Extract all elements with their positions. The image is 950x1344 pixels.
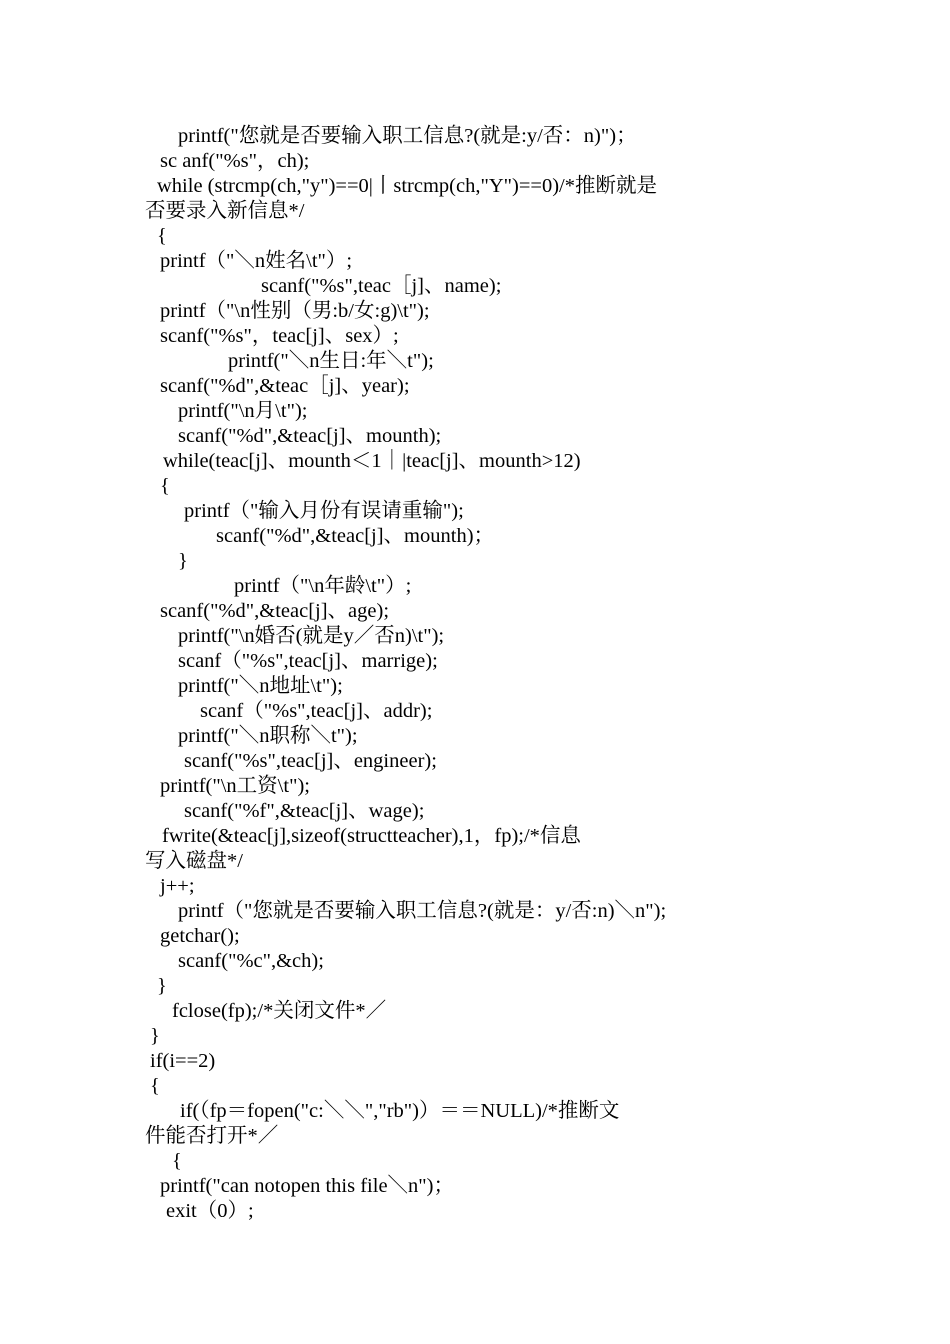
code-line: while(teac[j]、mounth＜1｜|teac[j]、mounth>12): [163, 450, 581, 472]
code-line: printf（"＼n姓名\t"）;: [160, 250, 353, 272]
code-line: {: [150, 1075, 160, 1097]
code-line: printf（"输入月份有误请重输");: [184, 500, 464, 522]
code-line: j++;: [160, 875, 195, 897]
code-line: printf("\n婚否(就是y／否n)\t");: [178, 625, 445, 647]
code-line: scanf("%c",&ch);: [178, 950, 324, 972]
code-line: printf("＼n职称＼t");: [178, 725, 358, 747]
code-line: printf("＼n地址\t");: [178, 675, 343, 697]
code-line: scanf（"%s",teac[j]、addr);: [200, 700, 433, 722]
code-line: fwrite(&teac[j],sizeof(structteacher),1，fp);/*信息: [162, 825, 581, 847]
code-line: if(（fp＝fopen("c:＼＼","rb")）＝＝NULL)/*推断文: [180, 1100, 620, 1122]
code-line: scanf("%s"，teac[j]、sex）;: [160, 325, 399, 347]
code-line: 件能否打开*／: [145, 1125, 279, 1147]
code-line: getchar();: [160, 925, 240, 947]
code-line: while (strcmp(ch,"y")==0|丨strcmp(ch,"Y")==0)/*推断就是: [157, 175, 657, 197]
code-line: exit（0）;: [166, 1200, 254, 1222]
code-line: scanf("%s",teac［j]、name);: [261, 275, 502, 297]
code-line: printf("您就是否要输入职工信息?(就是:y/否：n)")；: [178, 125, 637, 147]
code-line: scanf（"%s",teac[j]、marrige);: [178, 650, 438, 672]
code-line: scanf("%d",&teac[j]、mounth)；: [216, 525, 495, 547]
code-line: printf("\n月\t");: [178, 400, 308, 422]
code-line: 写入磁盘*/: [145, 850, 243, 872]
code-line: {: [157, 225, 167, 247]
code-line: printf("can notopen this file＼n")；: [160, 1175, 454, 1197]
code-line: {: [172, 1150, 182, 1172]
code-line: scanf("%d",&teac［j]、year);: [160, 375, 410, 397]
code-line: scanf("%d",&teac[j]、age);: [160, 600, 390, 622]
code-line: {: [160, 475, 170, 497]
code-line: 否要录入新信息*/: [145, 200, 305, 222]
code-line: }: [178, 550, 188, 572]
code-line: printf("\n工资\t");: [160, 775, 310, 797]
code-line: printf（"\n年龄\t"）;: [234, 575, 412, 597]
code-line: scanf("%f",&teac[j]、wage);: [184, 800, 425, 822]
code-line: sc anf("%s"，ch);: [160, 150, 310, 172]
code-line: printf（"您就是否要输入职工信息?(就是：y/否:n)＼n");: [178, 900, 667, 922]
code-line: printf（"\n性别（男:b/女:g)\t");: [160, 300, 430, 322]
code-line: fclose(fp);/*关闭文件*／: [172, 1000, 387, 1022]
code-line: }: [157, 975, 167, 997]
code-line: if(i==2): [150, 1050, 216, 1072]
code-line: scanf("%d",&teac[j]、mounth);: [178, 425, 442, 447]
code-line: printf("＼n生日:年＼t");: [228, 350, 434, 372]
code-line: }: [150, 1025, 160, 1047]
code-line: scanf("%s",teac[j]、engineer);: [184, 750, 437, 772]
